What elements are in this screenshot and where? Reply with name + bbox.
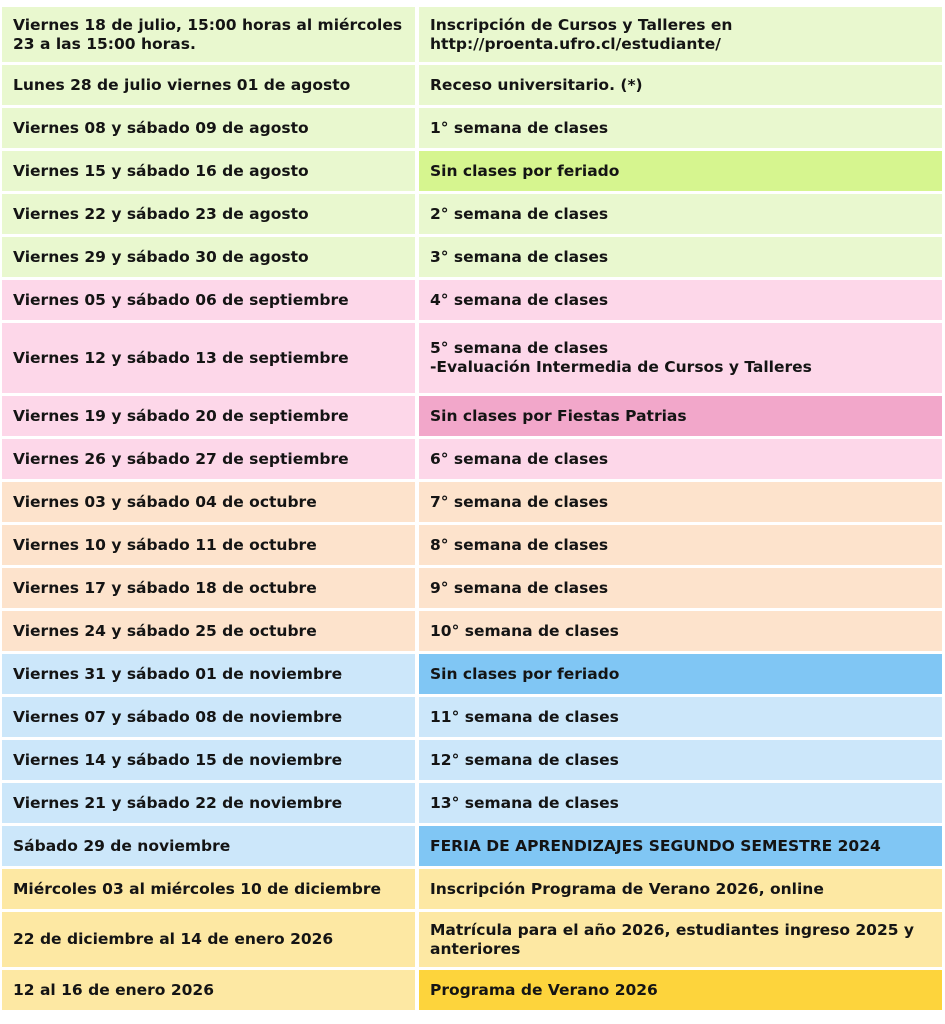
schedule-row (2, 65, 942, 108)
activity-cell: 12° semana de clases (419, 740, 942, 783)
schedule-row (2, 237, 942, 280)
activity-cell: 4° semana de clases (419, 280, 942, 323)
activity-cell: 7° semana de clases (419, 482, 942, 525)
schedule-row (2, 697, 942, 740)
schedule-row (2, 323, 942, 396)
schedule-row (2, 783, 942, 826)
date-cell: Viernes 21 y sábado 22 de noviembre (2, 783, 419, 826)
activity-cell: 13° semana de clases (419, 783, 942, 826)
activity-cell: Sin clases por Fiestas Patrias (419, 396, 942, 439)
date-cell: 12 al 16 de enero 2026 (2, 970, 419, 1013)
date-cell: Viernes 15 y sábado 16 de agosto (2, 151, 419, 194)
activity-cell: 5° semana de clases -Evaluación Intermedia de Cursos y Talleres (419, 323, 942, 396)
date-cell: Viernes 22 y sábado 23 de agosto (2, 194, 419, 237)
activity-cell: 3° semana de clases (419, 237, 942, 280)
date-cell: Viernes 17 y sábado 18 de octubre (2, 568, 419, 611)
schedule-row (2, 482, 942, 525)
date-cell: Viernes 31 y sábado 01 de noviembre (2, 654, 419, 697)
schedule-row (2, 194, 942, 237)
date-cell: Viernes 12 y sábado 13 de septiembre (2, 323, 419, 396)
activity-cell: Sin clases por feriado (419, 654, 942, 697)
activity-cell: Matrícula para el año 2026, estudiantes ingreso 2025 y anteriores (419, 912, 942, 970)
date-cell: Viernes 07 y sábado 08 de noviembre (2, 697, 419, 740)
schedule-row (2, 654, 942, 697)
date-cell: Viernes 26 y sábado 27 de septiembre (2, 439, 419, 482)
schedule-row (2, 568, 942, 611)
date-cell: 22 de diciembre al 14 de enero 2026 (2, 912, 419, 970)
date-cell: Viernes 29 y sábado 30 de agosto (2, 237, 419, 280)
date-cell: Viernes 24 y sábado 25 de octubre (2, 611, 419, 654)
activity-cell: 10° semana de clases (419, 611, 942, 654)
schedule-row (2, 869, 942, 912)
date-cell: Viernes 03 y sábado 04 de octubre (2, 482, 419, 525)
date-cell: Viernes 08 y sábado 09 de agosto (2, 108, 419, 151)
schedule-row (2, 912, 942, 970)
activity-cell: Sin clases por feriado (419, 151, 942, 194)
date-cell: Viernes 19 y sábado 20 de septiembre (2, 396, 419, 439)
activity-cell: Inscripción de Cursos y Talleres en http://proenta.ufro.cl/estudiante/ (419, 7, 942, 65)
schedule-row (2, 740, 942, 783)
calendar-table (2, 7, 942, 1013)
schedule-row (2, 151, 942, 194)
activity-cell: 6° semana de clases (419, 439, 942, 482)
schedule-row (2, 611, 942, 654)
activity-cell: FERIA DE APRENDIZAJES SEGUNDO SEMESTRE 2024 (419, 826, 942, 869)
date-cell: Lunes 28 de julio viernes 01 de agosto (2, 65, 419, 108)
activity-cell: Programa de Verano 2026 (419, 970, 942, 1013)
activity-cell: 11° semana de clases (419, 697, 942, 740)
schedule-row (2, 439, 942, 482)
activity-cell: 8° semana de clases (419, 525, 942, 568)
schedule-row (2, 7, 942, 65)
date-cell: Miércoles 03 al miércoles 10 de diciembre (2, 869, 419, 912)
activity-cell: 9° semana de clases (419, 568, 942, 611)
activity-cell: 1° semana de clases (419, 108, 942, 151)
date-cell: Viernes 14 y sábado 15 de noviembre (2, 740, 419, 783)
date-cell: Sábado 29 de noviembre (2, 826, 419, 869)
schedule-row (2, 970, 942, 1013)
date-cell: Viernes 18 de julio, 15:00 horas al miércoles 23 a las 15:00 horas. (2, 7, 419, 65)
activity-cell: Inscripción Programa de Verano 2026, online (419, 869, 942, 912)
activity-cell: 2° semana de clases (419, 194, 942, 237)
activity-cell: Receso universitario. (*) (419, 65, 942, 108)
date-cell: Viernes 10 y sábado 11 de octubre (2, 525, 419, 568)
schedule-row (2, 280, 942, 323)
schedule-row (2, 525, 942, 568)
date-cell: Viernes 05 y sábado 06 de septiembre (2, 280, 419, 323)
schedule-row (2, 826, 942, 869)
schedule-row (2, 396, 942, 439)
schedule-row (2, 108, 942, 151)
